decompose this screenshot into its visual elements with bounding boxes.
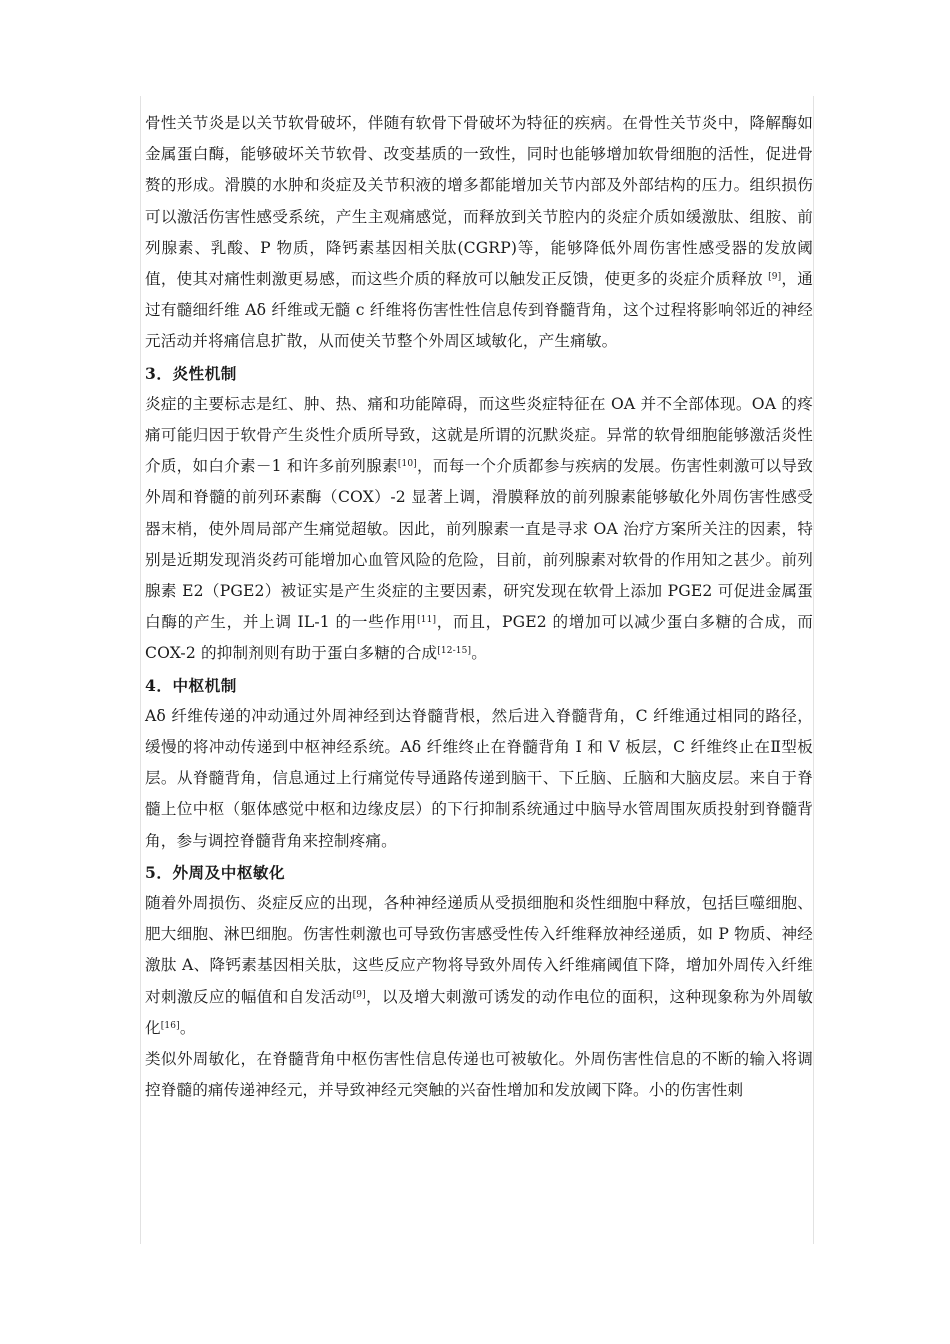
- text-segment: 类似外周敏化，在脊髓背角中枢伤害性信息传递也可被敏化。外周伤害性信息的不断的输入将调控脊髓的痛传递神经元，并导致神经元突触的兴奋性增加和发放阈下降。小的伤害性刺: [145, 1050, 813, 1100]
- text-segment: ，而且，PGE2 的增加可以减少蛋白多糖的合成，而 COX-2 的抑制剂则有助于蛋白多糖的合成: [145, 613, 813, 663]
- body-paragraph: [145, 1044, 813, 1106]
- text-segment: 炎症的主要标志是红、肿、热、痛和功能障碍，而这些炎症特征在 OA 并不全部体现。OA 的疼痛可能归因于软骨产生炎性介质所导致，这就是所谓的沉默炎症。异常的软骨细胞能够激活炎性介质，如白介素－1 和许多前列腺素: [145, 394, 813, 476]
- text-segment: 5．外周及中枢敏化: [145, 862, 286, 882]
- text-segment: 3．炎性机制: [145, 363, 237, 383]
- text-segment: 。: [471, 644, 487, 663]
- section-heading: [145, 857, 813, 888]
- text-segment: 4．中枢机制: [145, 675, 237, 695]
- body-paragraph: [145, 389, 813, 670]
- text-segment: 骨性关节炎是以关节软骨破坏，伴随有软骨下骨破坏为特征的疾病。在骨性关节炎中，降解酶如金属蛋白酶，能够破坏关节软骨、改变基质的一致性，同时也能够增加软骨细胞的活性，促进骨赘的形成。滑膜的水肿和炎症及关节积液的增多都能增加关节内部及外部结构的压力。组织损伤可以激活伤害性感受系统，产生主观痛感觉，而释放到关节腔内的炎症介质如缓激肽、组胺、前列腺素、乳酸、P 物质，降钙素基因相关肽(CGRP)等，能够降低外周伤害性感受器的发放阈值，使其对痛性刺激更易感，而这些介质的释放可以触发正反馈，使更多的炎症介质释放: [145, 114, 813, 289]
- citation-reference: [10]: [397, 459, 417, 470]
- text-segment: ，而每一个介质都参与疾病的发展。伤害性刺激可以导致外周和脊髓的前列环素酶（COX）-2 显著上调，滑膜释放的前列腺素能够敏化外周伤害性感受器末梢，使外周局部产生痛觉超敏。因此，前列腺素一直是寻求 OA 治疗方案所关注的因素，特别是近期发现消炎药可能增加心血管风险的危险，目前，前列腺素对软骨的作用知之甚少。前列腺素 E2（PGE2）被证实是产生炎症的主要因素，研究发现在软骨上添加 PGE2 可促进金属蛋白酶的产生，并上调 IL-1 的一些作用: [145, 457, 813, 632]
- citation-reference: [11]: [417, 615, 437, 626]
- body-paragraph: [145, 888, 813, 1044]
- body-paragraph: [145, 108, 813, 358]
- body-paragraph: [145, 701, 813, 857]
- section-heading: [145, 670, 813, 701]
- document-body: [145, 108, 813, 1107]
- citation-reference: [12-15]: [437, 646, 472, 657]
- text-segment: ，通过有髓细纤维 Aδ 纤维或无髓 c 纤维将伤害性性信息传到脊髓背角，这个过程将影响邻近的神经元活动并将痛信息扩散，从而使关节整个外周区域敏化，产生痛敏。: [145, 270, 813, 351]
- citation-reference: [9]: [768, 272, 782, 283]
- citation-reference: [16]: [160, 1020, 180, 1031]
- text-segment: 随着外周损伤、炎症反应的出现，各种神经递质从受损细胞和炎性细胞中释放，包括巨噬细胞、肥大细胞、淋巴细胞。伤害性刺激也可导致伤害感受性传入纤维释放神经递质，如 P 物质、神经激肽 A、降钙素基因相关肽，这些反应产物将导致外周传入纤维痛阈值下降，增加外周传入纤维对刺激反应的幅值和自发活动: [145, 894, 813, 1006]
- text-segment: ，以及增大刺激可诱发的动作电位的面积，这种现象称为外周敏化: [145, 987, 814, 1037]
- citation-reference: [9]: [352, 989, 366, 1000]
- text-segment: 。: [179, 1018, 196, 1037]
- section-heading: [145, 358, 813, 389]
- text-segment: Aδ 纤维传递的冲动通过外周神经到达脊髓背根，然后进入脊髓背角，C 纤维通过相同的路径，缓慢的将冲动传递到中枢神经系统。Aδ 纤维终止在脊髓背角 I 和 V 板层，C 纤维终止在Ⅱ型板层。从脊髓背角，信息通过上行痛觉传导通路传递到脑干、下丘脑、丘脑和大脑皮层。来自于脊髓上位中枢（躯体感觉中枢和边缘皮层）的下行抑制系统通过中脑导水管周围灰质投射到脊髓背角，参与调控脊髓背角来控制疼痛。: [145, 706, 813, 850]
